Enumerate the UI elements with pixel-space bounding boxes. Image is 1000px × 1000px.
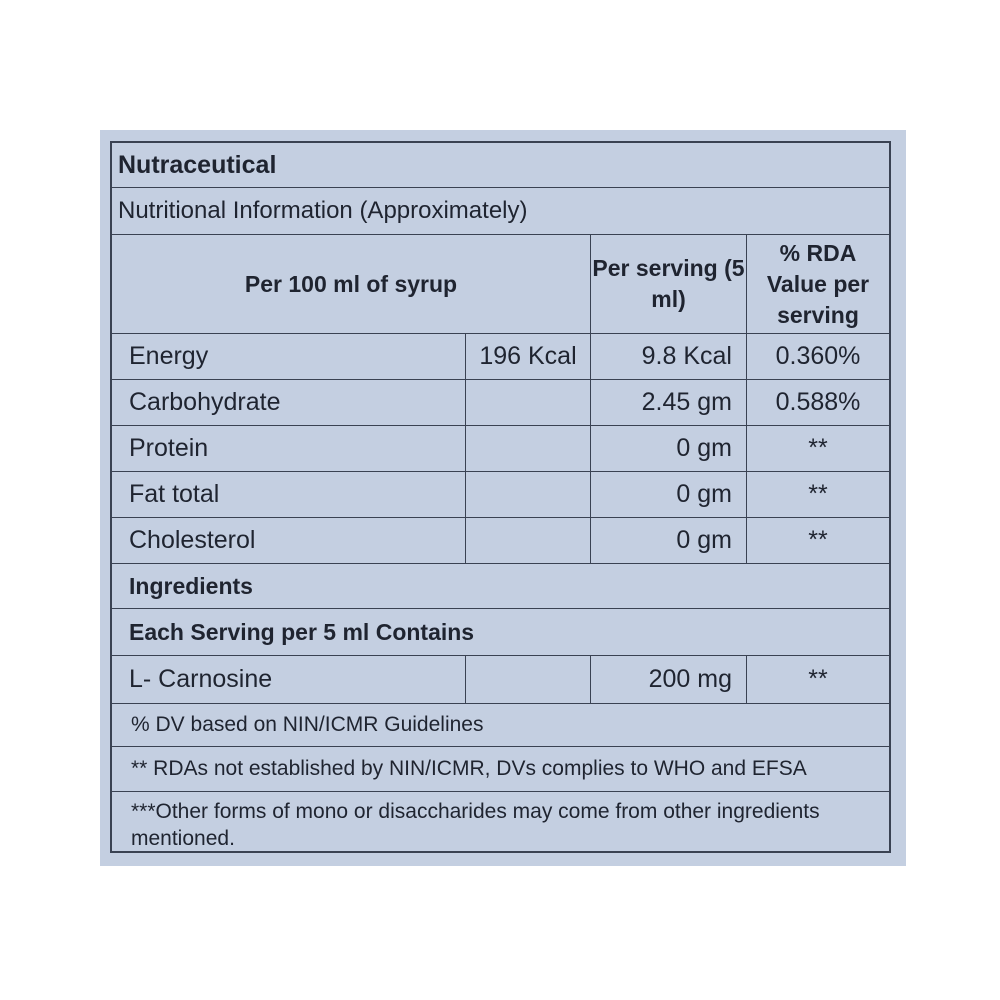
- row-carbohydrate-per-100ml: [466, 380, 591, 426]
- label-title: Nutraceutical: [112, 143, 889, 188]
- row-energy-rda: 0.360%: [747, 334, 889, 380]
- ingredient-rda: **: [747, 656, 889, 704]
- row-cholesterol-per-100ml: [466, 518, 591, 564]
- row-fat-total-rda: **: [747, 472, 889, 518]
- row-protein-rda: **: [747, 426, 889, 472]
- row-cholesterol-rda: **: [747, 518, 889, 564]
- serving-heading: Each Serving per 5 ml Contains: [112, 609, 889, 656]
- header-per-100ml: Per 100 ml of syrup: [112, 235, 591, 334]
- ingredient-per-100ml: [466, 656, 591, 704]
- ingredients-heading: Ingredients: [112, 564, 889, 609]
- row-protein-per-serving: 0 gm: [591, 426, 747, 472]
- row-carbohydrate-name: Carbohydrate: [112, 380, 466, 426]
- note-other-saccharides: ***Other forms of mono or disaccharides may come from other ingredients mentioned.: [131, 800, 820, 850]
- row-fat-total-name: Fat total: [112, 472, 466, 518]
- row-protein-per-100ml: [466, 426, 591, 472]
- ingredient-name: L- Carnosine: [112, 656, 466, 704]
- row-fat-total-per-100ml: [466, 472, 591, 518]
- row-carbohydrate-rda: 0.588%: [747, 380, 889, 426]
- note-dv-basis: % DV based on NIN/ICMR Guidelines: [112, 704, 889, 747]
- header-rda: % RDA Value per serving: [747, 235, 889, 334]
- nutrition-table: [110, 141, 891, 853]
- row-energy-per-100ml: 196 Kcal: [466, 334, 591, 380]
- label-subtitle: Nutritional Information (Approximately): [112, 188, 889, 235]
- row-cholesterol-name: Cholesterol: [112, 518, 466, 564]
- row-protein-name: Protein: [112, 426, 466, 472]
- row-fat-total-per-serving: 0 gm: [591, 472, 747, 518]
- row-carbohydrate-per-serving: 2.45 gm: [591, 380, 747, 426]
- note-rda-not-established: ** RDAs not established by NIN/ICMR, DVs complies to WHO and EFSA: [112, 747, 889, 792]
- row-energy-name: Energy: [112, 334, 466, 380]
- row-energy-per-serving: 9.8 Kcal: [591, 334, 747, 380]
- nutrition-label-panel: [100, 130, 906, 866]
- row-cholesterol-per-serving: 0 gm: [591, 518, 747, 564]
- ingredient-amount: 200 mg: [591, 656, 747, 704]
- header-per-serving: Per serving (5 ml): [591, 235, 747, 334]
